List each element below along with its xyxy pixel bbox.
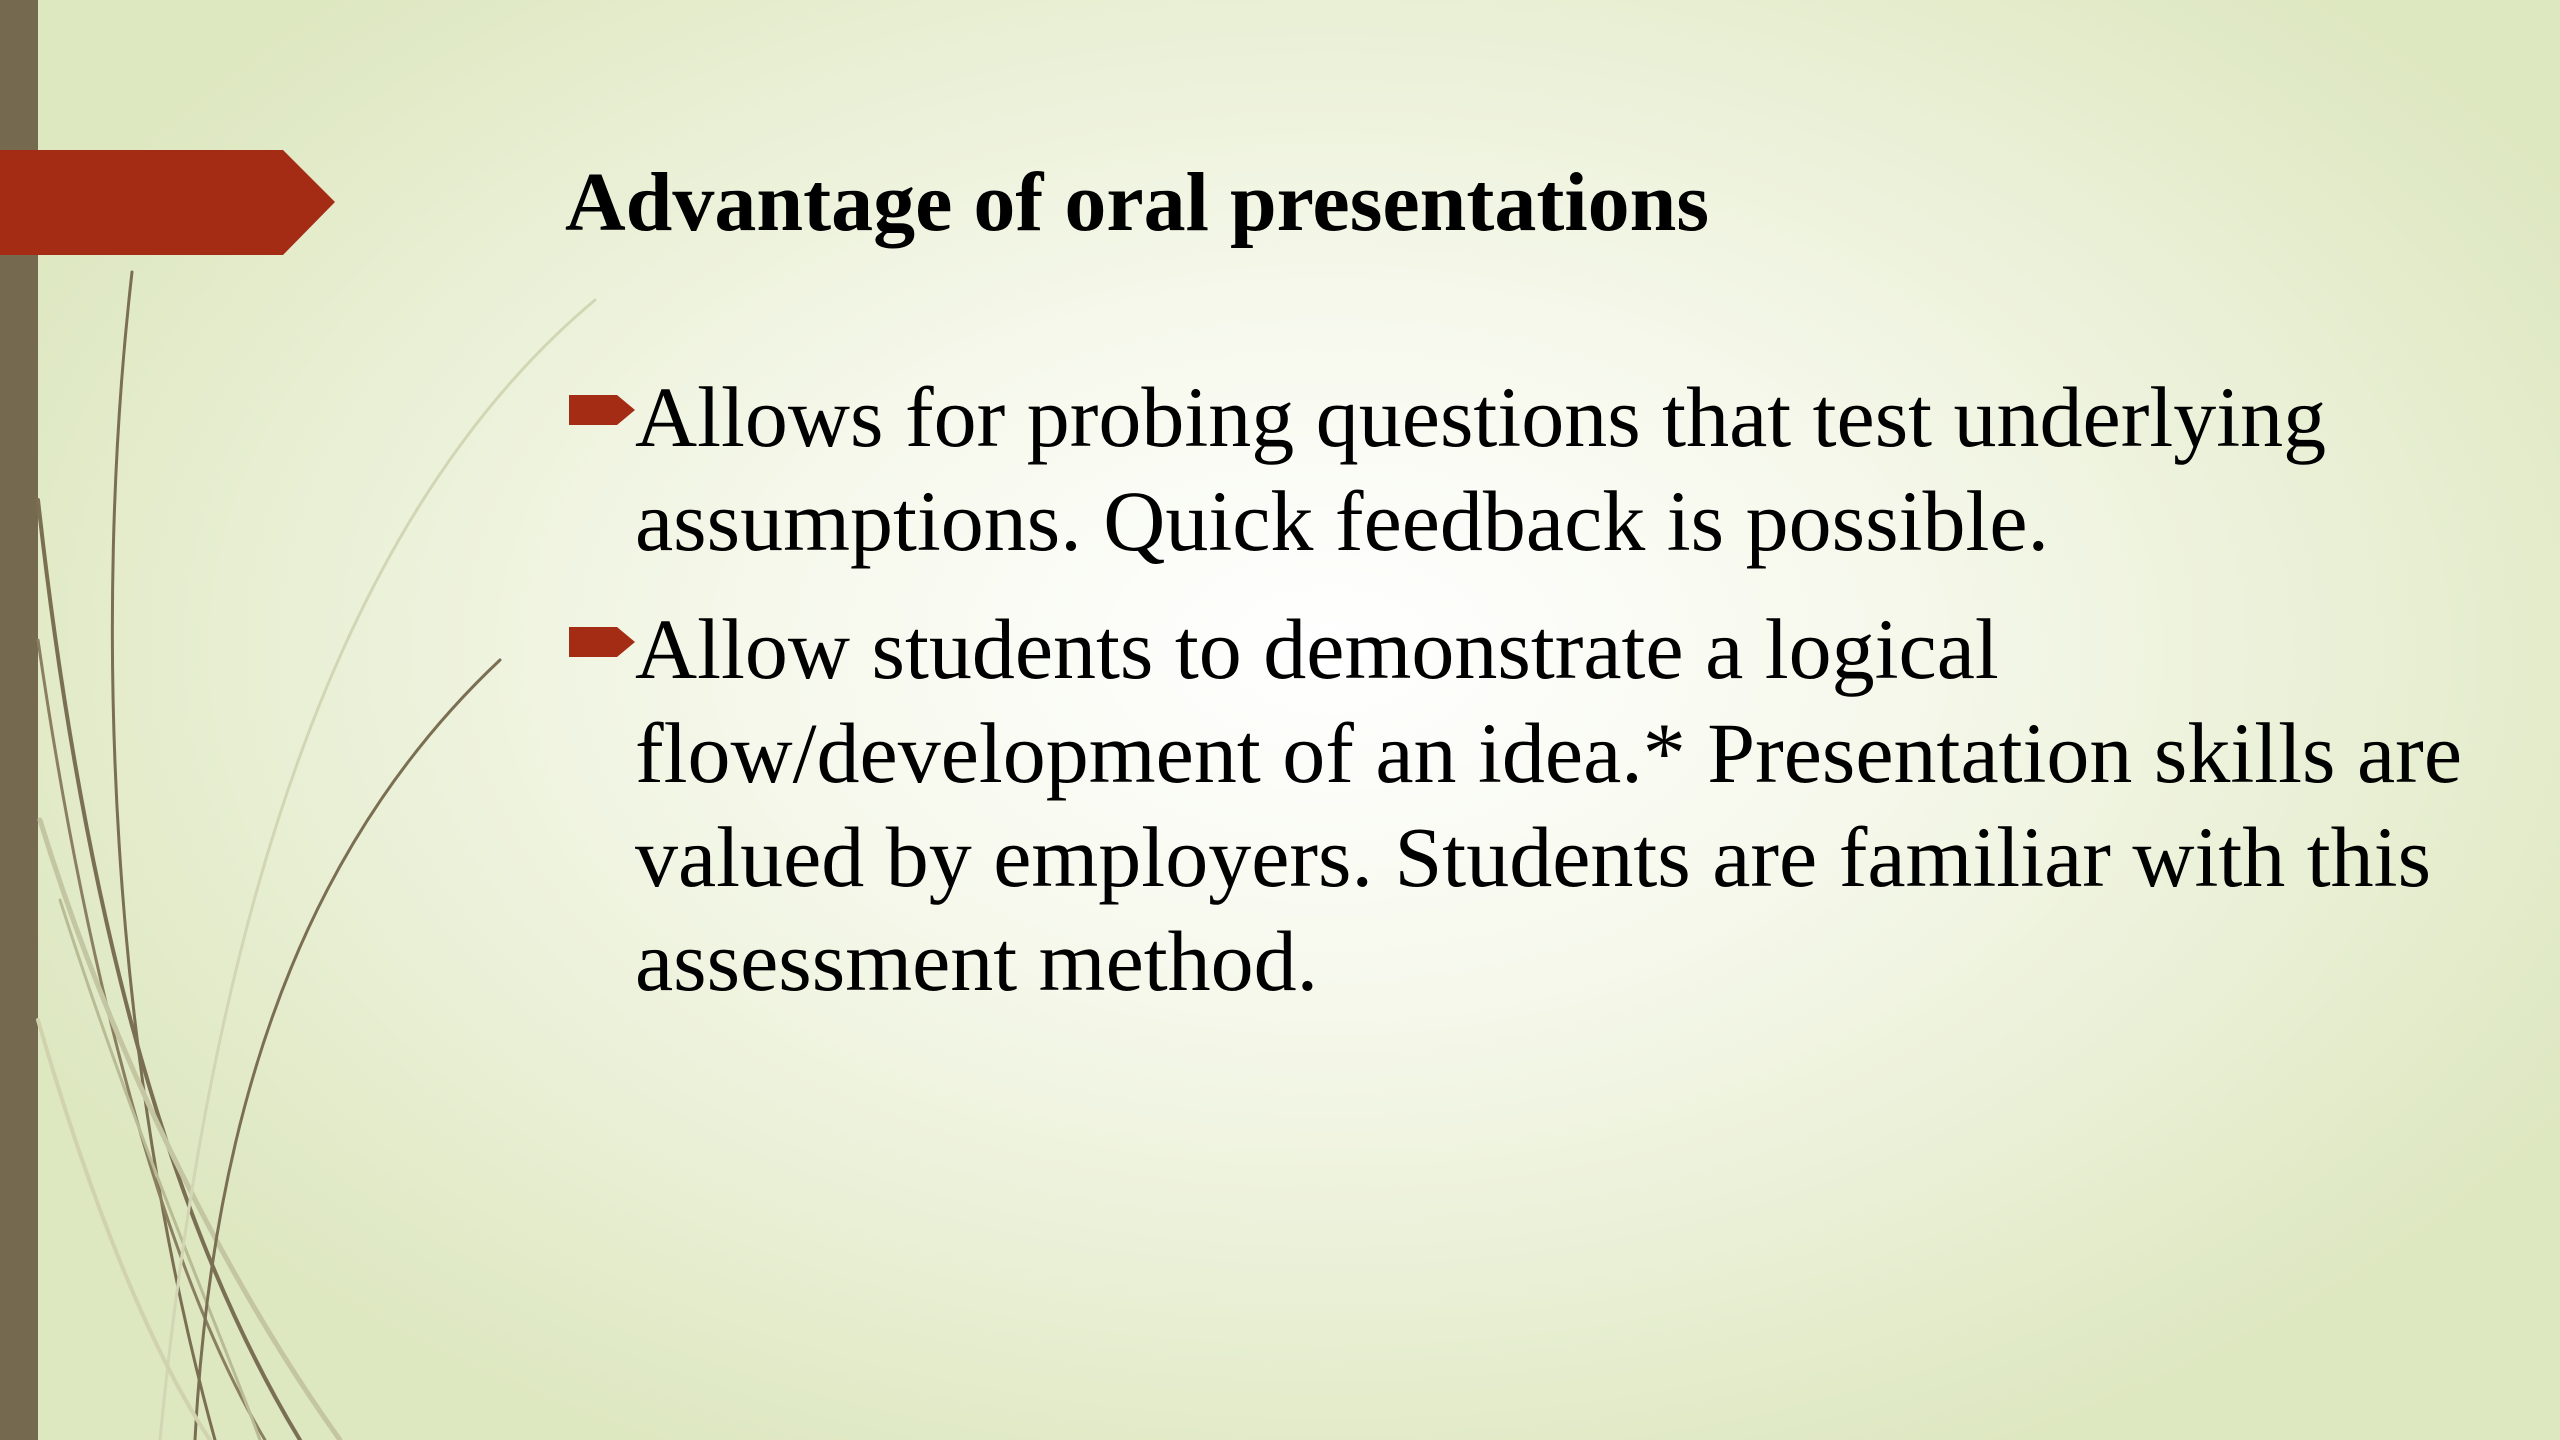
title-arrow-shape	[0, 150, 335, 255]
slide-title: Advantage of oral presentations	[565, 156, 1710, 249]
arrow-bullet-icon	[565, 391, 637, 429]
arrow-bullet-icon	[565, 623, 637, 661]
bullet-item	[565, 597, 2465, 1013]
bullet-text: Allows for probing questions that test underlying assumptions. Quick feedback is possible.	[635, 369, 2327, 569]
bullet-text: Allow students to demonstrate a logical flow/development of an idea.* Presentation skills are valued by employers. Students are familiar with this assessment method.	[635, 601, 2462, 1009]
bullet-item	[565, 365, 2465, 573]
bullet-list	[565, 365, 2465, 1037]
